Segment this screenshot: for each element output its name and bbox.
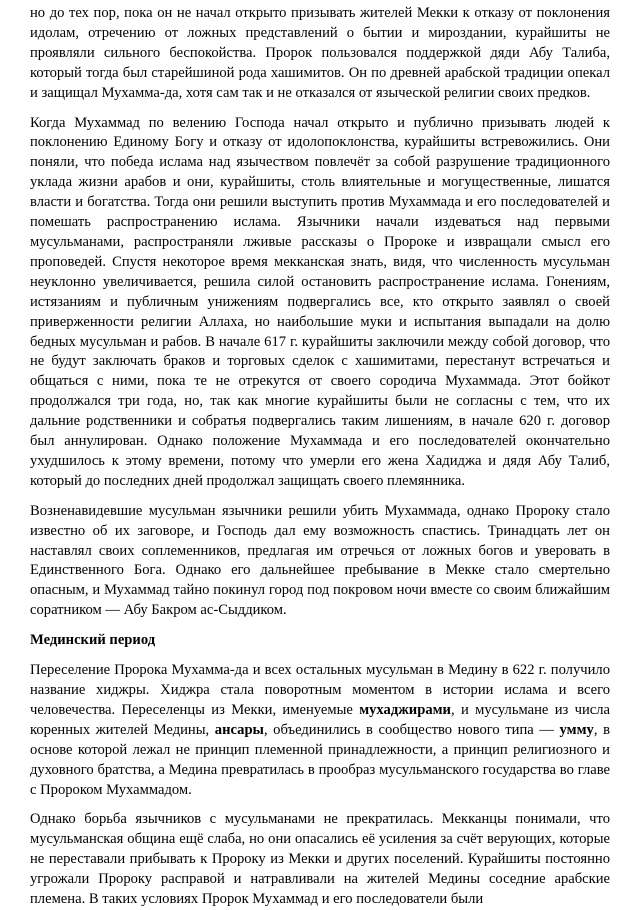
term-ansars: ансары xyxy=(214,721,264,738)
term-muhajirs: мухаджирами xyxy=(359,701,451,718)
paragraph-4 xyxy=(30,661,610,800)
term-umma: умму xyxy=(559,721,594,738)
paragraph-4-text-1: Переселение Пророка Мухамма-да и всех остальных мусульман в Медину в 622 г. получило название хиджры. Хиджра стала поворотным моментом в истории ислама и всего человечества. Переселенцы из Мекки, именуемые xyxy=(30,662,610,718)
paragraph-2: Когда Мухаммад по велению Господа начал открыто и публично призывать людей к поклонению Единому Богу и отказу от идолопоклонства, курайшиты встревожились. Они поняли, что победа ислама над язычеством повлечёт за собой разрушение традиционного уклада жизни арабов и они, курайшиты, столь влиятельные и могущественные, лишатся власти и богатства. Тогда они решили выступить против Мухаммада и его последователей и помешать распространению ислама. Язычники начали издеваться над первыми мусульманами, распространяли лживые рассказы о Пророке и извращали смысл его проповедей. Спустя некоторое время мекканская знать, видя, что численность мусульман неуклонно увеличивается, решила силой остановить распространение ислама. Гонениям, истязаниям и публичным унижениям подвергались все, кто открыто заявлял о своей приверженности религии Аллаха, но наибольшие муки и испытания выпадали на долю бедных мусульман и рабов. В начале 617 г. курайшиты заключили между собой договор, что не будут заключать браков и торговых сделок с хашимитами, перестанут встречаться и общаться с ними, пока те не отрекутся от своего сородича Мухаммада. Этот бойкот продолжался три года, но, так как многие курайшиты были не согласны с тем, что их дальние родственники и собратья подвергались таким лишениям, в начале 620 г. договор был аннулирован. Однако положение Мухаммада и его последователей окончательно ухудшилось к этому времени, потому что умерли его жена Хадиджа и дядя Абу Талиб, который до последних дней продолжал защищать своего племянника. xyxy=(30,114,610,489)
paragraph-4-text-2: , и мусульмане из числа коренных жителей Медины, xyxy=(30,701,611,738)
paragraph-1: но до тех пор, пока он не начал открыто призывать жителей Мекки к отказу от поклонения идолам, отречению от ложных представлений о бытии и мироздании, курайшиты не проявляли сильного беспокойства. Пророк пользовался поддержкой дяди Абу Талиба, который тогда был старейшиной рода хашимитов. Он по древней арабской традиции опекал и защищал Мухамма-да, хотя сам так и не отказался от языческой религии своих предков. xyxy=(30,5,610,101)
paragraph-3: Возненавидевшие мусульман язычники решили убить Мухаммада, однако Пророку стало известно об их заговоре, и Господь дал ему возможность спастись. Тринадцать лет он наставлял своих соплеменников, предлагая им отречься от ложных богов и уверовать в Единственного Бога. Однако его дальнейшее пребывание в Мекке стало смертельно опасным, и Мухаммад тайно покинул город под покровом ночи вместе со своим ближайшим соратником — Абу Бакром ас-Сыддиком. xyxy=(30,502,610,619)
section-heading: Мединский период xyxy=(30,632,156,649)
paragraph-4-text-4: , в основе которой лежал не принцип племенной принадлежности, а принцип религиозного и духовного братства, а Медина превратилась в прообраз мусульманского государства во главе с Пророком Мухаммадом. xyxy=(30,721,610,798)
paragraph-5: Однако борьба язычников с мусульманами не прекратилась. Мекканцы понимали, что мусульманская община ещё слаба, но они опасались её усиления за счёт верующих, которые не переставали прибывать к Пророку из Мекки и других поселений. Курайшиты постоянно угрожали Пророку расправой и натравливали на жителей Медины соседние арабские племена. В таких условиях Пророк Мухаммад и его последователи были xyxy=(30,811,610,908)
paragraph-4-text-3: , объединились в сообщество нового типа — xyxy=(263,721,560,738)
